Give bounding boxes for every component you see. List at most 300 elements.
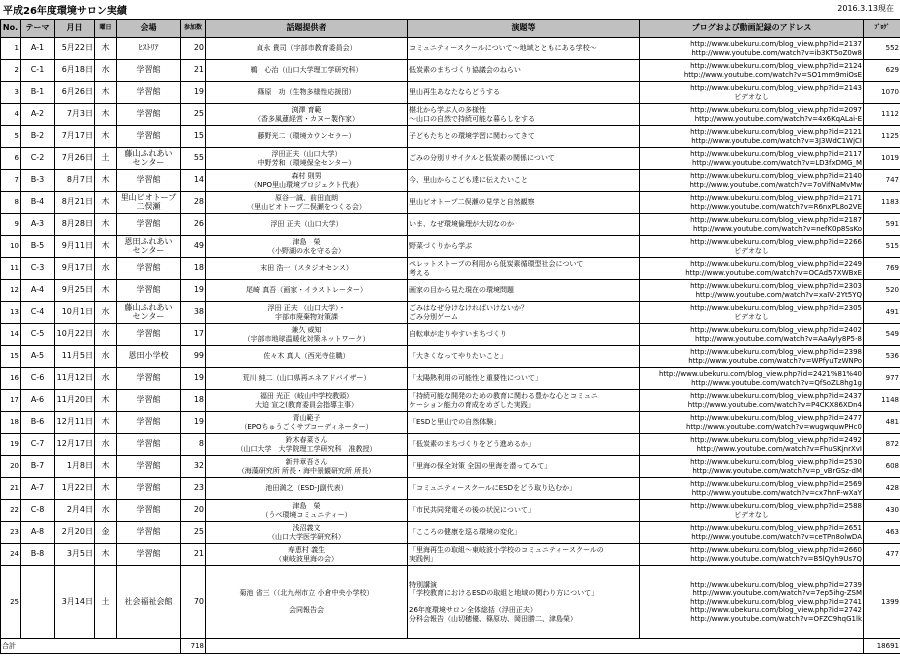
recording-link[interactable]: http://www.ubekuru.com/blog_view.php?id=2651 <box>690 524 862 532</box>
recording-link[interactable]: http://www.ubekuru.com/blog_view.php?id=2492 <box>690 436 862 444</box>
row-date: 6月26日 <box>55 82 95 104</box>
row-topic-line: ケーション能力の育成をめざした実践」 <box>409 400 535 409</box>
row-weekday: 木 <box>95 82 117 104</box>
recording-link[interactable]: http://www.youtube.com/watch?v=4x6KqALai-E <box>694 114 862 123</box>
url-cell <box>640 126 864 148</box>
recording-link[interactable]: http://www.ubekuru.com/blog_view.php?id=2137 <box>690 40 862 48</box>
row-speaker-line: 浅沼義文 <box>292 524 321 532</box>
row-date: 2月4日 <box>55 500 95 522</box>
row-no: 22 <box>1 500 21 522</box>
row-speaker-line: 池田満之（ESD-J副代表） <box>265 484 348 493</box>
row-speaker-line: 藤野光二（環境カウンセラー） <box>257 132 356 141</box>
row-speaker-line: 菊池 省三（（北九州市立 小倉中央小学校） <box>239 589 374 598</box>
row-theme: B-2 <box>21 126 55 148</box>
row-topic <box>408 434 640 456</box>
row-speaker-line: 兼久 威知 <box>291 326 322 334</box>
recording-link[interactable]: http://www.ubekuru.com/blog_view.php?id=2739 <box>690 580 862 589</box>
row-topic-line: 「里海の保全対策 全国の里海を潜ってみて」 <box>409 462 552 471</box>
row-no: 6 <box>1 148 21 170</box>
table-row <box>1 368 900 390</box>
row-no: 2 <box>1 60 21 82</box>
row-venue: 学習館 <box>117 170 181 192</box>
recording-link[interactable]: http://www.ubekuru.com/blog_view.php?id=2171 <box>690 194 862 202</box>
row-speaker-line: （小野湖の水を守る会） <box>268 246 345 255</box>
header-venue: 会場 <box>117 20 181 38</box>
row-topic-line: 今、里山からこども達に伝えたいこと <box>409 176 528 185</box>
row-participants: 26 <box>181 214 206 236</box>
row-speaker <box>206 346 408 368</box>
row-topic-line: 里山再生あなたならどうする <box>409 88 500 97</box>
row-weekday: 木 <box>95 236 117 258</box>
row-weekday: 水 <box>95 324 117 346</box>
row-theme: B-1 <box>21 82 55 104</box>
row-topic <box>408 192 640 214</box>
row-participants: 18 <box>181 258 206 280</box>
recording-link[interactable]: http://www.youtube.com/watch?v=7ep5ihg-ZSM <box>692 589 862 598</box>
row-participants: 19 <box>181 82 206 104</box>
total-row <box>1 639 900 654</box>
row-blog-count: 549 <box>864 324 900 346</box>
row-weekday: 木 <box>95 412 117 434</box>
row-speaker <box>206 192 408 214</box>
row-date: 7月26日 <box>55 148 95 170</box>
header-topic: 演題等 <box>408 20 640 38</box>
row-venue: 恩田小学校 <box>117 346 181 368</box>
row-no: 18 <box>1 412 21 434</box>
row-speaker-line: 会同報告会 <box>289 606 324 615</box>
table-row <box>1 126 900 148</box>
row-speaker <box>206 478 408 500</box>
row-weekday: 木 <box>95 192 117 214</box>
recording-link[interactable]: http://www.youtube.com/watch?v=P4CKX86XDn4 <box>687 400 862 409</box>
row-date: 9月17日 <box>55 258 95 280</box>
row-speaker-line: 荒川 純二（山口県再エネアドバイザー） <box>242 374 371 383</box>
row-venue: 恩田ふれあい センター <box>117 236 181 258</box>
salon-table <box>0 19 900 654</box>
row-speaker-line: （山口大学 大学院理工学研究科 准教授） <box>236 444 377 453</box>
row-date: 11月20日 <box>55 390 95 412</box>
table-row <box>1 544 900 566</box>
row-topic-line: コミュニティースクールについて～地域とともにある学校～ <box>409 44 597 53</box>
total-label: 合計 <box>1 639 181 654</box>
row-venue: 学習館 <box>117 368 181 390</box>
row-speaker-line: 宇部市廃棄物対策課 <box>275 312 338 321</box>
table-row <box>1 302 900 324</box>
row-topic-line: ～山口の自然で持続可能な暮らしをする <box>409 114 535 123</box>
recording-link[interactable]: http://www.ubekuru.com/blog_view.php?id=2143 <box>690 84 862 92</box>
row-blog-count: 430 <box>864 500 900 522</box>
row-venue: 学習館 <box>117 104 181 126</box>
row-speaker-line: 鵜 心治（山口大学理工学研究科） <box>250 66 363 75</box>
recording-link[interactable]: http://www.ubekuru.com/blog_view.php?id=2124 <box>690 62 862 70</box>
recording-link[interactable]: http://www.youtube.com/watch?v=p_vBrGSz-dM <box>692 466 862 475</box>
row-no: 20 <box>1 456 21 478</box>
row-date: 1月22日 <box>55 478 95 500</box>
row-date: 5月22日 <box>55 38 95 60</box>
row-speaker <box>206 148 408 170</box>
url-cell <box>640 258 864 280</box>
row-blog-count: 428 <box>864 478 900 500</box>
row-weekday: 木 <box>95 38 117 60</box>
recording-link[interactable]: http://www.ubekuru.com/blog_view.php?id=2530 <box>690 458 862 466</box>
recording-link[interactable]: http://www.youtube.com/watch?v=3J3WdC1WjCI <box>691 136 862 145</box>
recording-link[interactable]: http://www.youtube.com/watch?v=OFZC9hqG1lk <box>690 614 862 623</box>
row-blog-count: 1148 <box>864 390 900 412</box>
row-speaker <box>206 170 408 192</box>
page-title: 平成26年度環境サロン実績 <box>3 6 127 17</box>
row-speaker <box>206 126 408 148</box>
row-participants: 14 <box>181 170 206 192</box>
url-cell <box>640 456 864 478</box>
row-theme: C-6 <box>21 368 55 390</box>
row-topic <box>408 258 640 280</box>
row-topic-line: 子どもたちとの環境学習に関わってきて <box>409 132 535 141</box>
table-row <box>1 346 900 368</box>
row-blog-count: 769 <box>864 258 900 280</box>
recording-link[interactable]: http://www.ubekuru.com/blog_view.php?id=2569 <box>690 480 862 488</box>
row-speaker-line: 津島 榮 <box>292 502 321 510</box>
row-blog-count: 977 <box>864 368 900 390</box>
row-date: 7月3日 <box>55 104 95 126</box>
row-no: 4 <box>1 104 21 126</box>
recording-link[interactable]: http://www.ubekuru.com/blog_view.php?id=2140 <box>690 172 862 180</box>
recording-link[interactable]: http://www.ubekuru.com/blog_view.php?id=2741 <box>690 597 862 606</box>
total-spacer <box>206 639 864 654</box>
table-row <box>1 500 900 522</box>
row-participants: 70 <box>181 566 206 639</box>
row-topic-line: 「太陽熱利用の可能性と重要性について」 <box>409 374 542 383</box>
url-cell <box>640 346 864 368</box>
row-speaker-line: 新井章吾さん <box>285 458 328 466</box>
table-row <box>1 82 900 104</box>
row-topic <box>408 302 640 324</box>
row-speaker <box>206 280 408 302</box>
row-topic <box>408 236 640 258</box>
table-row <box>1 38 900 60</box>
table-row <box>1 236 900 258</box>
recording-link[interactable]: http://www.youtube.com/watch?v=cx7hnF-wXaY <box>691 488 862 497</box>
row-participants: 99 <box>181 346 206 368</box>
recording-link[interactable]: http://www.youtube.com/watch?v=WPfyuTzWNPo <box>688 356 862 365</box>
row-topic-line: 「里海再生の取組～東岐波小学校のコミュニティースクールの <box>409 546 604 554</box>
table-row <box>1 104 900 126</box>
table-row <box>1 434 900 456</box>
recording-link[interactable]: http://www.youtube.com/watch?v=7oVifNaMvMw <box>689 180 862 189</box>
row-topic <box>408 566 640 639</box>
row-weekday: 金 <box>95 522 117 544</box>
row-speaker <box>206 566 408 639</box>
table-row <box>1 214 900 236</box>
row-date: 12月17日 <box>55 434 95 456</box>
row-blog-count: 520 <box>864 280 900 302</box>
row-date: 11月5日 <box>55 346 95 368</box>
row-no: 8 <box>1 192 21 214</box>
no-video-note: ビデオなし <box>734 510 769 519</box>
row-speaker-line: 末田 浩一（スタジオセンス） <box>260 264 353 273</box>
recording-link[interactable]: http://www.youtube.com/watch?v=QfSoZL8hg1g <box>691 378 862 387</box>
recording-link[interactable]: http://www.youtube.com/watch?v=OCAd57XWBxE <box>685 268 862 277</box>
row-date: 1月8日 <box>55 456 95 478</box>
recording-link[interactable]: http://www.ubekuru.com/blog_view.php?id=2477 <box>690 414 862 422</box>
url-cell <box>640 324 864 346</box>
url-cell <box>640 170 864 192</box>
recording-link[interactable]: http://www.youtube.com/watch?v=FhuSKjnrXvI <box>696 444 862 453</box>
table-row <box>1 60 900 82</box>
row-blog-count: 536 <box>864 346 900 368</box>
recording-link[interactable]: http://www.ubekuru.com/blog_view.php?id=2421%81%40 <box>658 370 862 378</box>
recording-link[interactable]: http://www.ubekuru.com/blog_view.php?id=2303 <box>690 282 862 290</box>
url-cell <box>640 434 864 456</box>
row-theme: A-8 <box>21 522 55 544</box>
header-urls: ブログおよび動画記録のアドレス <box>640 20 864 38</box>
recording-link[interactable]: http://www.ubekuru.com/blog_view.php?id=2097 <box>690 106 862 114</box>
row-date: 7月17日 <box>55 126 95 148</box>
row-theme: A-2 <box>21 104 55 126</box>
row-venue: 里山ビオトープ 二俣瀬 <box>117 192 181 214</box>
row-theme: A-7 <box>21 478 55 500</box>
row-venue: 学習館 <box>117 324 181 346</box>
row-blog-count: 515 <box>864 236 900 258</box>
row-speaker <box>206 456 408 478</box>
table-row <box>1 478 900 500</box>
row-no: 1 <box>1 38 21 60</box>
row-topic-line: ごみはなぜ分けなければいけないか？ <box>409 304 528 312</box>
row-theme: B-5 <box>21 236 55 258</box>
header-no: No. <box>1 20 21 38</box>
recording-link[interactable]: http://www.youtube.com/watch?v=xaIV-2Yt5YQ <box>695 290 862 299</box>
table-row <box>1 324 900 346</box>
row-participants: 19 <box>181 368 206 390</box>
row-topic <box>408 126 640 148</box>
row-participants: 20 <box>181 38 206 60</box>
row-topic <box>408 170 640 192</box>
row-speaker-line: 尾崎 真吾（画家・イラストレーター） <box>245 286 367 295</box>
row-blog-count: 1399 <box>864 566 900 639</box>
row-date: 2月20日 <box>55 522 95 544</box>
row-topic-line: 「こころの健康を巡る環境の変化」 <box>409 528 521 537</box>
row-theme: B-8 <box>21 544 55 566</box>
row-no: 12 <box>1 280 21 302</box>
row-speaker-line: 津島 榮 <box>292 238 321 246</box>
row-no: 16 <box>1 368 21 390</box>
row-weekday: 水 <box>95 302 117 324</box>
row-speaker-line: 寿恵村 義生 <box>287 546 326 554</box>
recording-link[interactable]: http://www.youtube.com/watch?v=B5lQyh9Us7Q <box>690 554 862 563</box>
total-participants: 718 <box>181 639 206 654</box>
recording-link[interactable]: http://www.ubekuru.com/blog_view.php?id=2249 <box>690 260 862 268</box>
row-speaker-line: 中野芳和（環境保全センター） <box>257 158 356 167</box>
row-topic-line: 画家の目から見た現在の環境問題 <box>409 286 514 295</box>
row-speaker-line: 浮田 正夫（山口大学） <box>270 220 343 229</box>
table-row <box>1 566 900 639</box>
row-topic-line: 26年度環境サロン全体総括（浮田正夫） <box>409 606 537 615</box>
row-blog-count: 1125 <box>864 126 900 148</box>
no-video-note: ビデオなし <box>734 92 769 101</box>
row-speaker-line <box>207 598 406 607</box>
url-cell <box>640 104 864 126</box>
recording-link[interactable]: http://www.youtube.com/watch?v=R6nxPL8o2VE <box>690 202 862 211</box>
row-no: 11 <box>1 258 21 280</box>
row-venue: 学習館 <box>117 544 181 566</box>
recording-link[interactable]: http://www.ubekuru.com/blog_view.php?id=2117 <box>690 150 862 158</box>
row-date: 9月11日 <box>55 236 95 258</box>
row-date: 11月12日 <box>55 368 95 390</box>
recording-link[interactable]: http://www.ubekuru.com/blog_view.php?id=2742 <box>690 606 862 615</box>
recording-link[interactable]: http://www.youtube.com/watch?v=LD3fxDMG_M <box>691 158 862 167</box>
url-cell <box>640 82 864 104</box>
row-theme: B-7 <box>21 456 55 478</box>
row-speaker-line: 浮田正夫（山口大学） <box>271 150 342 158</box>
no-video-note: ビデオなし <box>734 246 769 255</box>
row-blog-count: 608 <box>864 456 900 478</box>
row-topic-line: 低炭素のまちづくり協議会のねらい <box>409 66 521 75</box>
row-speaker-line: 原谷一誠、前田直朗 <box>275 194 338 202</box>
row-no: 19 <box>1 434 21 456</box>
row-speaker-line: 篠原 功（生物多様性応援団） <box>257 88 356 97</box>
url-cell <box>640 148 864 170</box>
row-topic-line: 考える <box>409 268 430 277</box>
total-blog: 18691 <box>864 639 900 654</box>
row-weekday: 水 <box>95 258 117 280</box>
row-speaker-line: （EPOちゅうごくサブコーディネーター） <box>240 422 373 431</box>
row-topic-line: 椹北から学ぶ人の多様性 <box>409 106 486 114</box>
recording-link[interactable]: http://www.youtube.com/watch?v=AaAyly8P5-8 <box>694 334 862 343</box>
row-topic-line: いま、なぜ環境倫理が大切なのか <box>409 220 514 229</box>
recording-link[interactable]: http://www.ubekuru.com/blog_view.php?id=2402 <box>690 326 862 334</box>
row-speaker-line: 鈴木春菜さん <box>285 436 328 444</box>
row-speaker <box>206 500 408 522</box>
row-topic-line: 「学校教育におけるESDの取組と地域の関わり方について」 <box>409 589 599 598</box>
row-topic <box>408 544 640 566</box>
row-no: 23 <box>1 522 21 544</box>
row-venue: ﾋｽﾄﾘｱ <box>117 38 181 60</box>
row-participants: 28 <box>181 192 206 214</box>
row-venue: 学習館 <box>117 126 181 148</box>
row-topic-line: 「市民共同発電その後の状況について」 <box>409 506 535 515</box>
recording-link[interactable]: http://www.ubekuru.com/blog_view.php?id=2437 <box>690 392 862 400</box>
row-date: 8月21日 <box>55 192 95 214</box>
row-venue: 藤山ふれあい センター <box>117 302 181 324</box>
row-speaker <box>206 214 408 236</box>
row-participants: 15 <box>181 126 206 148</box>
row-blog-count: 481 <box>864 412 900 434</box>
row-participants: 21 <box>181 60 206 82</box>
row-blog-count: 591 <box>864 214 900 236</box>
recording-link[interactable]: http://www.ubekuru.com/blog_view.php?id=2660 <box>690 546 862 554</box>
row-theme: A-4 <box>21 280 55 302</box>
row-participants: 49 <box>181 236 206 258</box>
row-theme: A-1 <box>21 38 55 60</box>
recording-link[interactable]: http://www.ubekuru.com/blog_view.php?id=2187 <box>690 216 862 224</box>
row-theme: C-2 <box>21 148 55 170</box>
row-topic-line: 自転車が走りやすいまちづくり <box>409 330 507 339</box>
row-venue: 藤山ふれあい センター <box>117 148 181 170</box>
row-speaker <box>206 390 408 412</box>
row-speaker <box>206 544 408 566</box>
row-venue: 学習館 <box>117 456 181 478</box>
row-date: 9月25日 <box>55 280 95 302</box>
row-topic <box>408 522 640 544</box>
row-theme: C-1 <box>21 60 55 82</box>
row-topic <box>408 104 640 126</box>
recording-link[interactable]: http://www.youtube.com/watch?v=wugwquwPHc0 <box>685 422 862 431</box>
recording-link[interactable]: http://www.ubekuru.com/blog_view.php?id=2398 <box>690 348 862 356</box>
row-no: 3 <box>1 82 21 104</box>
as-of-date: 2016.3.13現在 <box>837 4 894 13</box>
row-speaker <box>206 236 408 258</box>
row-no: 13 <box>1 302 21 324</box>
row-topic-line: ペレットストーブの利用から低炭素循環型社会について <box>409 260 584 268</box>
url-cell <box>640 390 864 412</box>
row-weekday: 木 <box>95 170 117 192</box>
recording-link[interactable]: http://www.youtube.com/watch?v=ceTPn8olwDA <box>691 532 862 541</box>
header-speaker: 話題提供者 <box>206 20 408 38</box>
row-blog-count: 1112 <box>864 104 900 126</box>
row-topic-line: 分科会報告（山切穂優、篠原功、岡田勝二、津島榮） <box>409 614 577 623</box>
url-cell <box>640 60 864 82</box>
row-speaker <box>206 412 408 434</box>
recording-link[interactable]: http://www.youtube.com/watch?v=ib3KT5oZ0w8 <box>691 48 862 57</box>
row-participants: 25 <box>181 522 206 544</box>
recording-link[interactable]: http://www.youtube.com/watch?v=SO1mm9miOsE <box>683 70 862 79</box>
recording-link[interactable]: http://www.ubekuru.com/blog_view.php?id=2121 <box>690 128 862 136</box>
row-blog-count: 491 <box>864 302 900 324</box>
row-topic <box>408 148 640 170</box>
row-weekday: 木 <box>95 104 117 126</box>
row-weekday: 水 <box>95 60 117 82</box>
row-speaker <box>206 82 408 104</box>
url-cell <box>640 544 864 566</box>
row-topic-line: ごみの分別リサイクルと低炭素の関係について <box>409 154 555 163</box>
row-speaker-line: （海藻研究所 所長・海中景観研究所 所長） <box>237 466 376 475</box>
row-speaker <box>206 434 408 456</box>
table-row <box>1 390 900 412</box>
row-weekday: 木 <box>95 214 117 236</box>
row-topic <box>408 500 640 522</box>
row-speaker-line: （宇部市地球温暖化対策ネットワーク） <box>243 334 370 343</box>
recording-link[interactable]: http://www.ubekuru.com/blog_view.php?id=2588 <box>690 502 862 510</box>
row-topic-line: 「低炭素のまちづくりをどう進めるか」 <box>409 440 535 449</box>
row-blog-count: 872 <box>864 434 900 456</box>
row-participants: 55 <box>181 148 206 170</box>
row-venue: 学習館 <box>117 280 181 302</box>
row-topic <box>408 324 640 346</box>
row-blog-count: 1183 <box>864 192 900 214</box>
row-participants: 25 <box>181 104 206 126</box>
row-date: 12月11日 <box>55 412 95 434</box>
row-weekday: 水 <box>95 368 117 390</box>
row-venue: 学習館 <box>117 60 181 82</box>
recording-link[interactable]: http://www.youtube.com/watch?v=nefK0p8SsKo <box>692 224 862 233</box>
header-weekday: 曜日 <box>95 20 117 38</box>
row-blog-count: 552 <box>864 38 900 60</box>
row-date: 8月7日 <box>55 170 95 192</box>
row-speaker-line: （東岐波里海の会） <box>275 554 338 563</box>
row-topic <box>408 478 640 500</box>
row-speaker-line: 浮田 正夫 （山口大学）・ <box>267 304 346 312</box>
url-cell <box>640 500 864 522</box>
row-topic-line: 「コミュニティースクールにESDをどう取り込むか」 <box>409 484 577 493</box>
recording-link[interactable]: http://www.ubekuru.com/blog_view.php?id=2266 <box>690 238 862 246</box>
recording-link[interactable]: http://www.ubekuru.com/blog_view.php?id=2305 <box>690 304 862 312</box>
row-speaker-line: （うべ環境コミュニティー） <box>261 510 352 519</box>
row-speaker-line: （NPO里山環境プロジェクト代表） <box>250 180 363 189</box>
url-cell <box>640 214 864 236</box>
row-venue: 学習館 <box>117 412 181 434</box>
row-speaker-line: 大迫 宣之(教育委員会指導主事） <box>255 400 358 409</box>
row-no: 21 <box>1 478 21 500</box>
table-row <box>1 522 900 544</box>
